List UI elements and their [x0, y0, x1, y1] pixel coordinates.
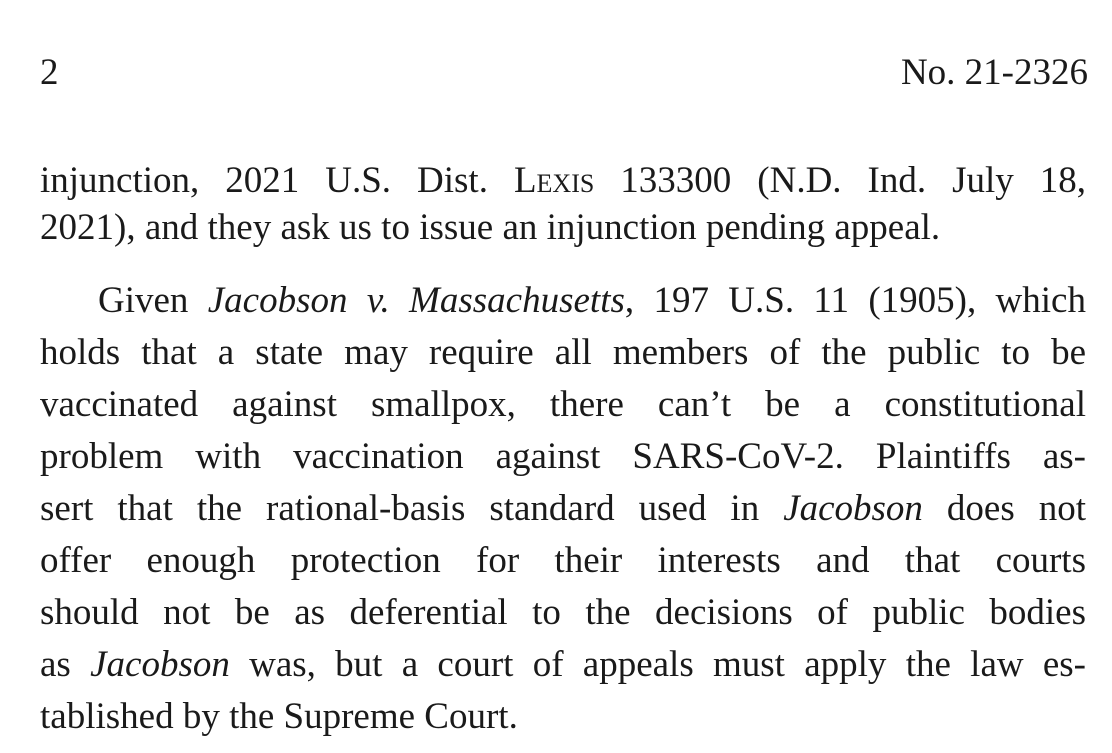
text-line: vaccinated against smallpox, there can’t be a constitutional: [40, 384, 1086, 425]
page-number: 2: [40, 52, 59, 93]
case-number: No. 21-2326: [900, 52, 1088, 93]
text-line: holds that a state may require all members of the public to be: [40, 332, 1086, 373]
text-line: sert that the rational-basis standard used in Jacobson does not: [40, 488, 1086, 529]
text-line: tablished by the Supreme Court.: [40, 696, 518, 737]
text-line: Given Jacobson v. Massachusetts, 197 U.S. 11 (1905), which: [98, 280, 1086, 321]
text-line: injunction, 2021 U.S. Dist. Lexis 133300 (N.D. Ind. July 18,: [40, 160, 1086, 201]
text-line: 2021), and they ask us to issue an injunction pending appeal.: [40, 207, 941, 248]
page-header: [40, 48, 1088, 98]
text-line: problem with vaccination against SARS-CoV-2. Plaintiffs as-: [40, 436, 1086, 477]
case-citation: Jacobson v. Massachusetts: [207, 280, 625, 321]
text-line: offer enough protection for their interests and that courts: [40, 540, 1086, 581]
text-line: as Jacobson was, but a court of appeals must apply the law es-: [40, 644, 1086, 685]
case-citation: Jacobson: [783, 488, 923, 529]
text-line: should not be as deferential to the decisions of public bodies: [40, 592, 1086, 633]
lexis-reporter: Lexis: [513, 160, 595, 201]
case-citation: Jacobson: [90, 644, 230, 685]
